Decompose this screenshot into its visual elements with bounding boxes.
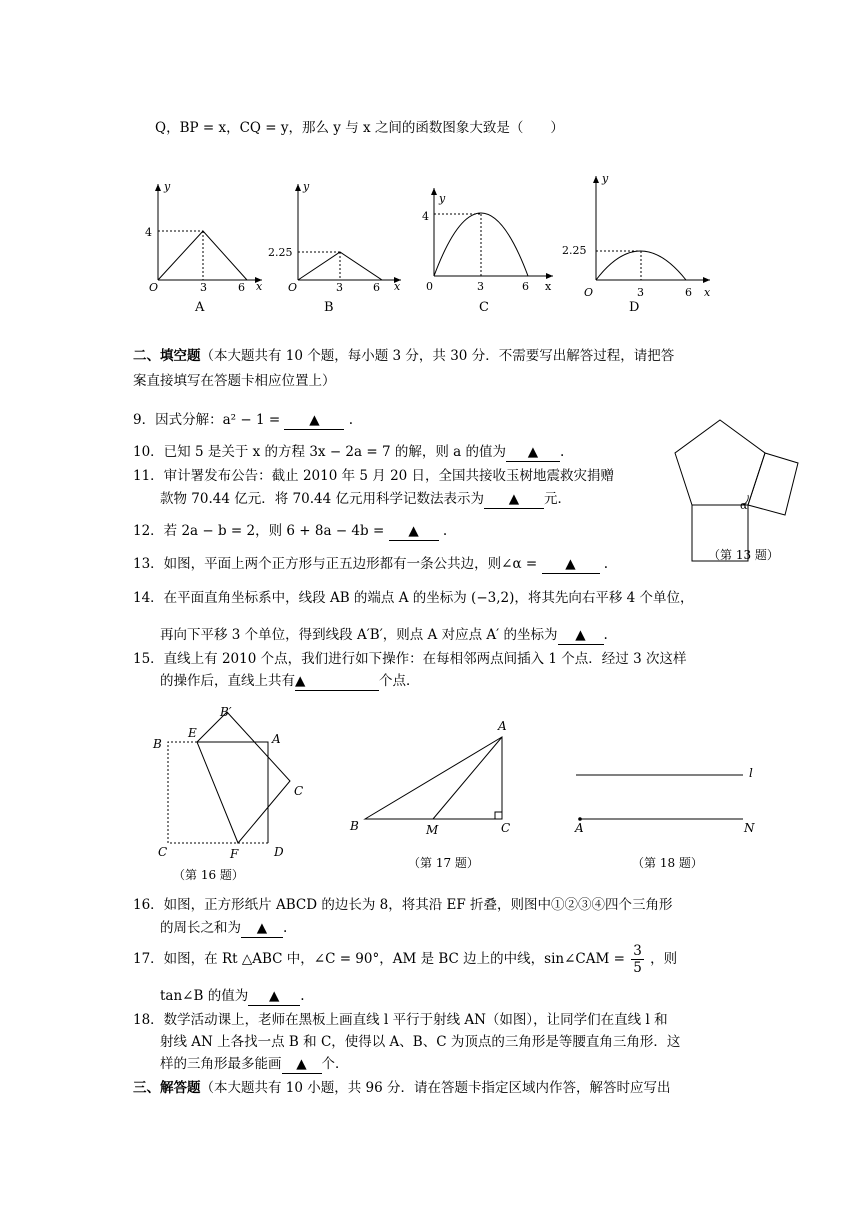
y-tick: 2.25 xyxy=(562,244,587,257)
graph-label: B xyxy=(324,300,334,315)
question-16-line2 xyxy=(160,919,287,938)
fraction-numerator: 3 xyxy=(633,943,642,959)
figure-18-caption: （第 18 题） xyxy=(632,856,703,870)
x-tick-end: 6 xyxy=(238,281,245,294)
q15-tail: 个点． xyxy=(379,673,420,689)
period: . xyxy=(603,556,609,572)
q11-tail: 元． xyxy=(543,491,571,507)
origin: O xyxy=(149,281,159,294)
answer-blank: ▲ xyxy=(506,443,560,462)
q14-text: 再向下平移 3 个单位，得到线段 A′B′，则点 A 对应点 A′ 的坐标为 xyxy=(160,627,558,643)
q17-tail: ，则 xyxy=(650,951,678,967)
figure-13 xyxy=(670,415,810,585)
period: . xyxy=(442,523,448,539)
question-18-line2: 射线 AN 上各找一点 B 和 C，使得以 A、B、C 为顶点的三角形是等腰直角三角形．这 xyxy=(160,1034,681,1050)
q16-text: 的周长之和为 xyxy=(160,920,241,936)
label-b: B xyxy=(350,819,359,833)
question-14-line1: 14．在平面直角坐标系中，线段 AB 的端点 A 的坐标为 (−3,2)，将其先向右平移 4 个单位， xyxy=(133,590,694,606)
answer-blank: ▲ xyxy=(484,490,544,509)
y-tick: 4 xyxy=(422,210,429,223)
graph-b xyxy=(268,180,401,320)
q15-text: 的操作后，直线上共有 xyxy=(160,673,295,689)
label-l: l xyxy=(749,766,753,780)
x-tick-end: 6 xyxy=(685,286,692,299)
question-16-line1: 16．如图，正方形纸片 ABCD 的边长为 8，将其沿 EF 折叠，则图中①②③④四个三角形 xyxy=(133,897,673,913)
period: . xyxy=(603,627,608,643)
section2-title: 二、填空题 xyxy=(133,348,201,364)
question-18-line1: 18．数学活动课上，老师在黑板上画直线 l 平行于射线 AN（如图），让同学们在直线 l 和 xyxy=(133,1012,668,1028)
graph-d xyxy=(560,172,711,315)
x-axis-label: x xyxy=(545,280,552,293)
origin: O xyxy=(584,286,594,299)
y-tick: 4 xyxy=(145,226,152,239)
label-c: C xyxy=(501,821,511,835)
q12-text: 12．若 2a − b = 2，则 6 + 8a − 4b = xyxy=(133,523,389,539)
question-14-line2 xyxy=(160,626,608,645)
section3-desc: （本大题共有 10 小题，共 96 分．请在答题卡指定区域内作答，解答时应写出 xyxy=(200,1080,671,1096)
label-m: M xyxy=(426,823,439,837)
q10-text: 10．已知 5 是关于 x 的方程 3x − 2a = 7 的解，则 a 的值为 xyxy=(133,444,506,460)
label-a: A xyxy=(498,719,507,733)
question-11-line1: 11．审计署发布公告：截止 2010 年 5 月 20 日，全国共接收玉树地震救灾捐赠 xyxy=(133,468,615,484)
q9-text: 9．因式分解：a² − 1 = xyxy=(133,412,285,428)
graph-label: D xyxy=(629,300,640,315)
y-axis-label: y xyxy=(439,192,446,205)
origin: O xyxy=(288,281,298,294)
section2-heading xyxy=(133,347,674,365)
section3-heading xyxy=(133,1079,671,1097)
x-tick-mid: 3 xyxy=(336,281,343,294)
question-12 xyxy=(133,522,447,541)
question-15-line1: 15．直线上有 2010 个点，我们进行如下操作：在每相邻两点间插入 1 个点．经过 3 次这样 xyxy=(133,651,687,667)
period: . xyxy=(300,988,305,1004)
answer-blank: ▲ xyxy=(295,672,379,691)
question-11-line2 xyxy=(160,490,571,509)
fraction-denominator: 5 xyxy=(633,960,642,976)
question-9 xyxy=(133,411,353,430)
graph-a xyxy=(140,180,263,320)
answer-blank: ▲ xyxy=(282,1055,322,1074)
x-axis-label: x xyxy=(394,280,401,293)
q13-text: 13．如图，平面上两个正方形与正五边形都有一条公共边，则∠α = xyxy=(133,556,542,572)
x-tick-mid: 3 xyxy=(200,281,207,294)
label-b: B xyxy=(153,737,162,751)
question-17-line2 xyxy=(160,987,305,1006)
y-tick: 2.25 xyxy=(268,246,293,259)
figure-17-caption: （第 17 题） xyxy=(408,856,479,870)
period: . xyxy=(559,444,565,460)
x-tick-mid: 3 xyxy=(477,280,484,293)
figure-16-caption: （第 16 题） xyxy=(173,868,244,882)
fraction xyxy=(631,943,644,976)
label-c: C xyxy=(294,784,304,798)
x-tick-end: 6 xyxy=(522,280,529,293)
q18-tail: 个． xyxy=(321,1056,349,1072)
question-15-line2 xyxy=(160,672,420,691)
answer-blank: ▲ xyxy=(241,919,283,938)
question-10 xyxy=(133,443,564,462)
graph-label: A xyxy=(195,300,205,315)
question-17-line1 xyxy=(133,942,677,986)
section3-title: 三、解答题 xyxy=(133,1080,201,1096)
answer-blank: ▲ xyxy=(284,411,344,430)
label-n: N xyxy=(744,821,755,835)
section2-desc-2: 案直接填写在答题卡相应位置上） xyxy=(133,373,336,389)
graph-c xyxy=(418,180,568,320)
answer-blank: ▲ xyxy=(558,626,604,645)
alpha-label: α xyxy=(740,499,748,512)
answer-blank: ▲ xyxy=(542,555,600,574)
origin: 0 xyxy=(426,280,433,293)
q17-text: 17．如图，在 Rt △ABC 中，∠C = 90°，AM 是 BC 边上的中线，sin∠CAM = xyxy=(133,951,625,967)
x-axis-label: x xyxy=(256,280,263,293)
intro-line: Q，BP = x，CQ = y，那么 y 与 x 之间的函数图象大致是（ ） xyxy=(155,120,564,136)
figure-13-caption: （第 13 题） xyxy=(708,548,779,562)
label-f: F xyxy=(230,847,239,861)
answer-blank: ▲ xyxy=(389,522,439,541)
label-a: A xyxy=(575,821,584,835)
y-axis-label: y xyxy=(303,180,310,193)
figure-17 xyxy=(345,718,525,878)
x-tick-mid: 3 xyxy=(637,286,644,299)
answer-blank: ▲ xyxy=(248,987,300,1006)
x-axis-label: x xyxy=(704,286,711,299)
q18-text: 样的三角形最多能画 xyxy=(160,1056,282,1072)
label-b-prime: B′ xyxy=(220,705,232,719)
figure-16 xyxy=(150,703,330,883)
section2-desc: （本大题共有 10 个题，每小题 3 分，共 30 分．不需要写出解答过程，请把答 xyxy=(200,348,675,364)
period: . xyxy=(348,412,354,428)
label-d: D xyxy=(274,845,284,859)
question-18-line3 xyxy=(160,1055,349,1074)
label-e: E xyxy=(188,726,197,740)
label-a: A xyxy=(272,732,281,746)
y-axis-label: y xyxy=(164,180,171,193)
graph-label: C xyxy=(479,300,489,315)
question-13 xyxy=(133,555,608,574)
q11-text: 款物 70.44 亿元．将 70.44 亿元用科学记数法表示为 xyxy=(160,491,484,507)
y-axis-label: y xyxy=(602,172,609,185)
label-c2: C xyxy=(158,845,168,859)
x-tick-end: 6 xyxy=(373,281,380,294)
period: . xyxy=(283,920,288,936)
q17-text-2: tan∠B 的值为 xyxy=(160,988,249,1004)
